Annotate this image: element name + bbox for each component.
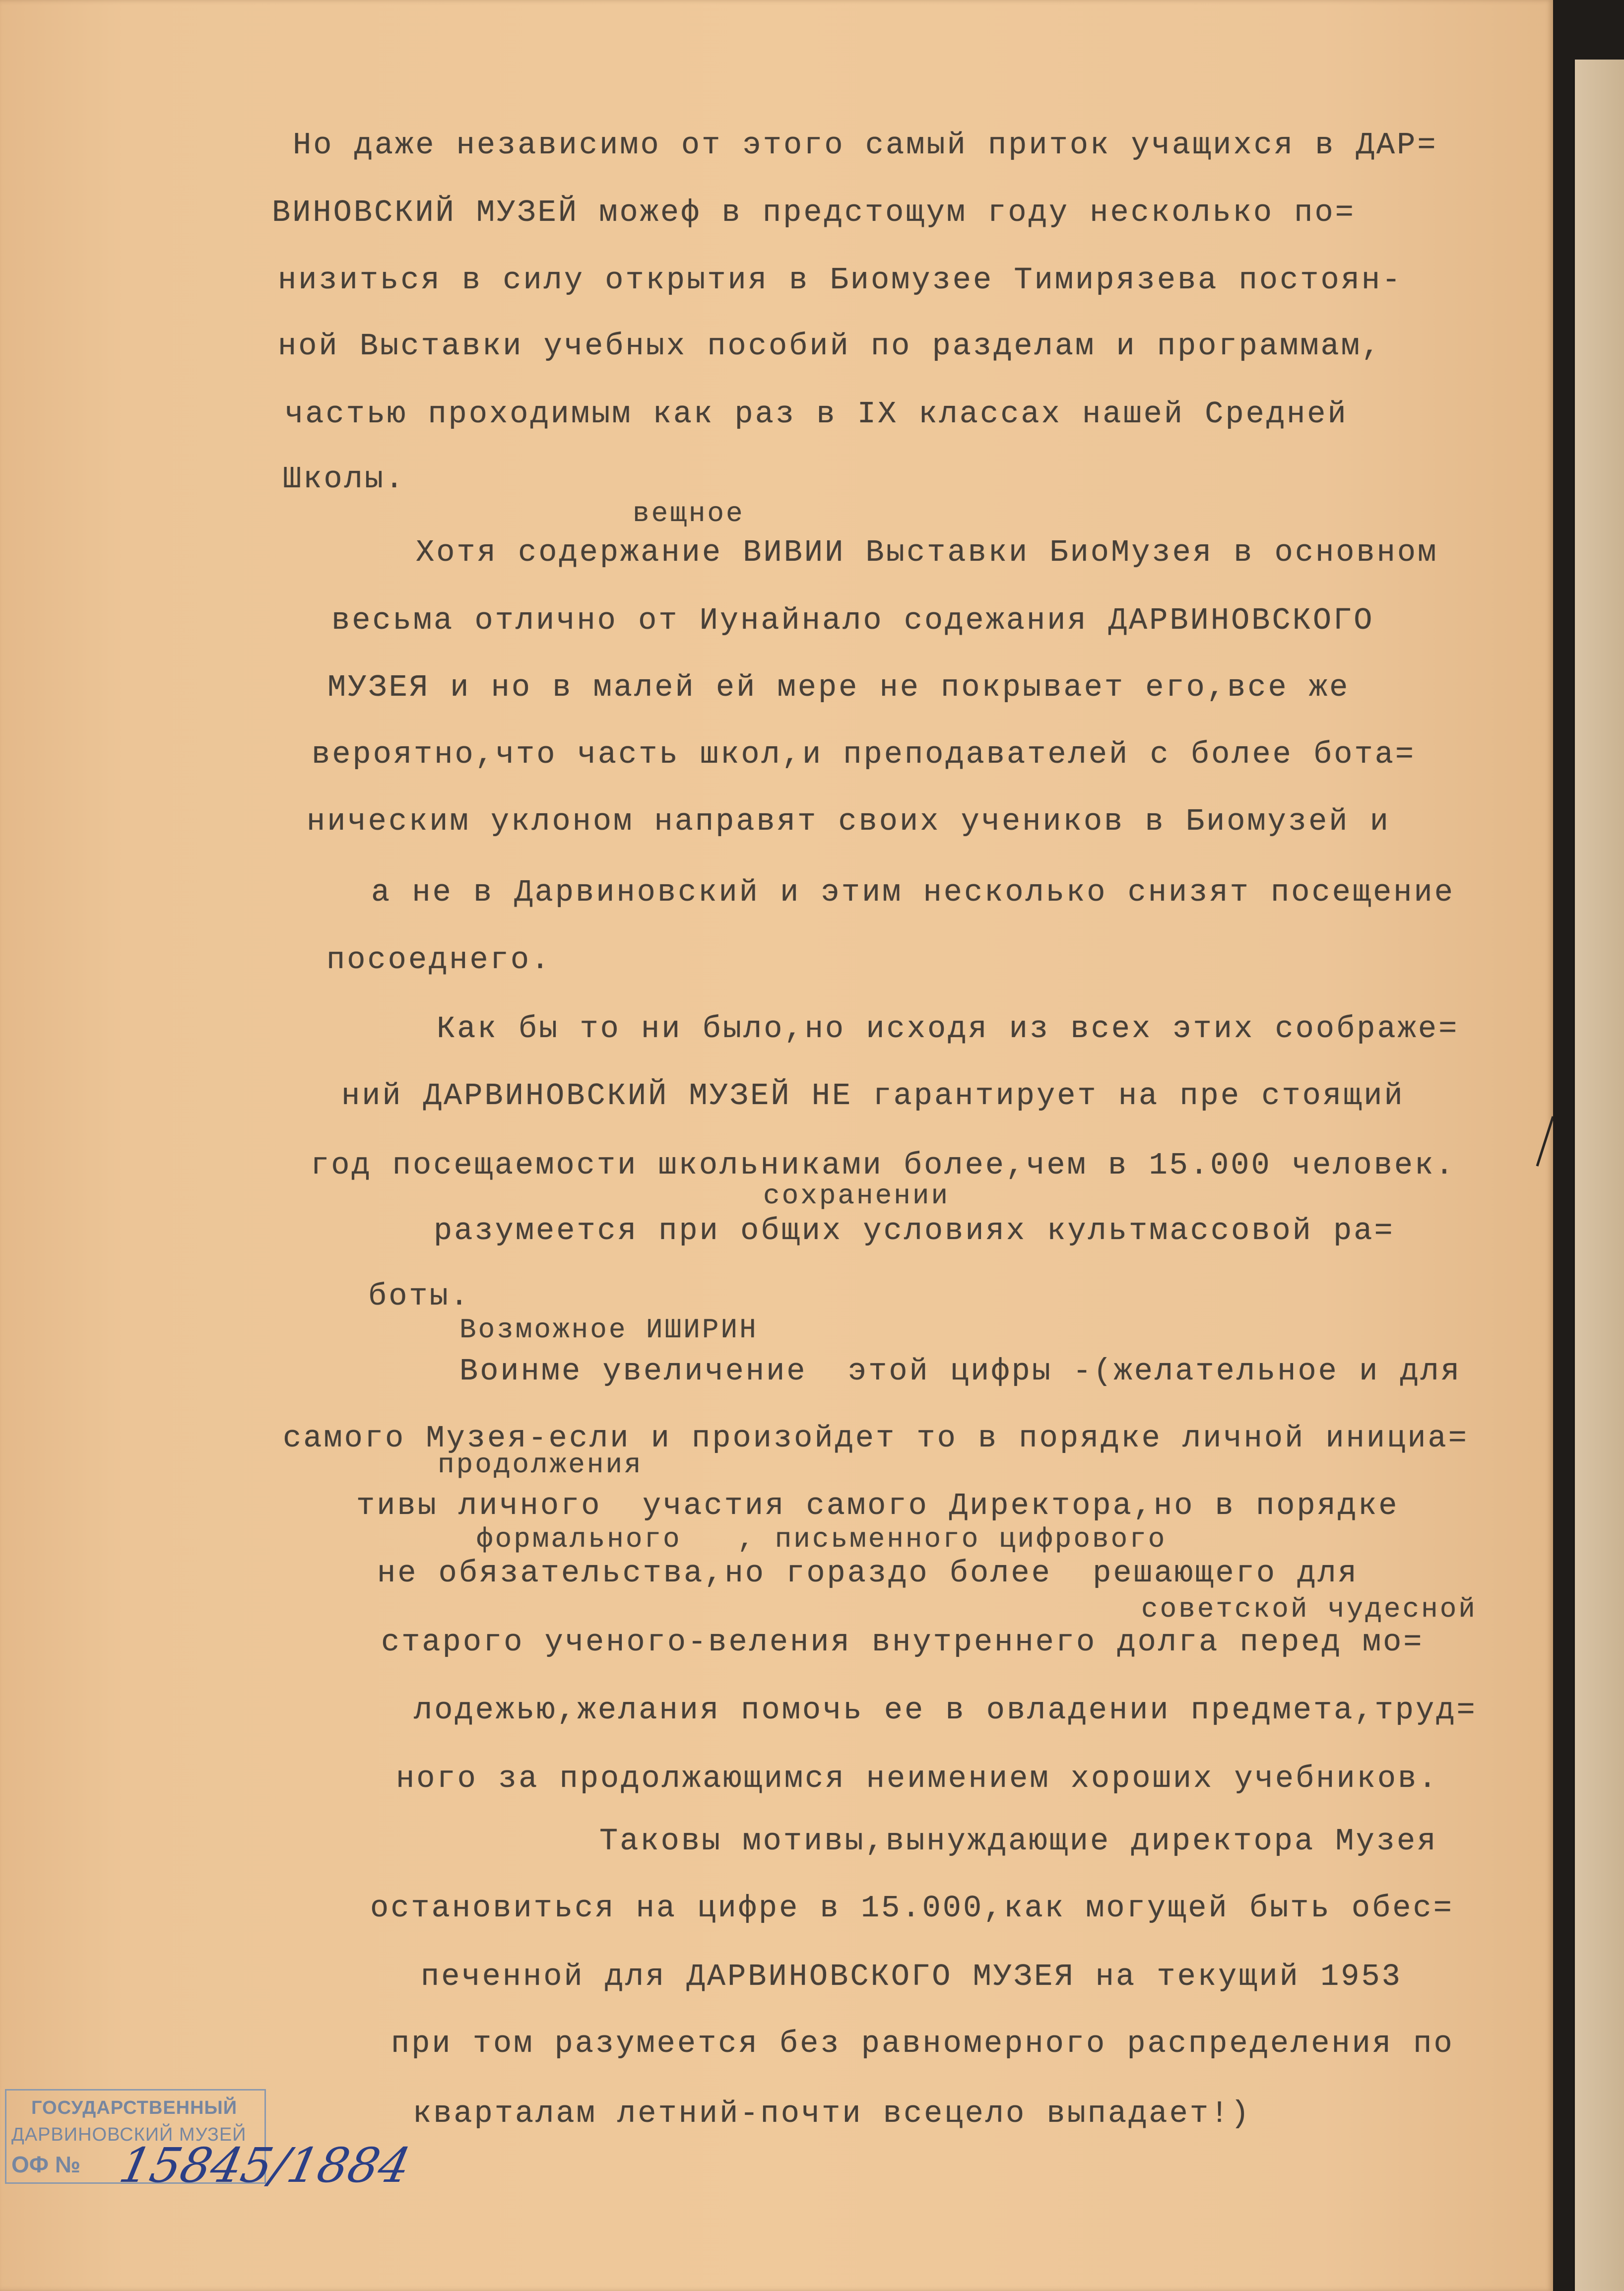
inserted-word: формального , письменного цифрового xyxy=(476,1523,1167,1555)
text-line: ВИНОВСКИЙ МУЗЕЙ можеф в предстощум году несколько по= xyxy=(272,195,1356,230)
text-line: посоеднего. xyxy=(326,942,552,978)
text-line: Но даже независимо от этого самый приток учащихся в ДАР= xyxy=(293,128,1438,163)
text-line: ного за продолжающимся неимением хороших учебников. xyxy=(396,1761,1439,1796)
text-line: год посещаемости школьниками более,чем в 15.000 человек. xyxy=(311,1148,1456,1183)
text-line: старого ученого-веления внутреннего долга перед мо= xyxy=(381,1625,1424,1660)
text-line: Таковы мотивы,вынуждающие директора Музея xyxy=(599,1824,1438,1859)
inserted-word: Возможное ИШИРИН xyxy=(459,1314,758,1346)
inserted-word: советской чудесной xyxy=(1141,1593,1477,1625)
text-line: тивы личного участия самого Директора,но в порядке xyxy=(356,1488,1399,1523)
stamp-title: ГОСУДАРСТВЕННЫЙ xyxy=(31,2097,238,2118)
stamp-handwritten-number: 15845/1884 xyxy=(115,2138,415,2193)
text-line: МУЗЕЯ и но в малей ей мере не покрывает его,все же xyxy=(327,670,1350,705)
text-line: а не в Дарвиновский и этим несколько снизят посещение xyxy=(371,875,1455,910)
text-line: Школы. xyxy=(283,461,406,497)
text-line: частью проходимым как раз в IX классах нашей Средней xyxy=(285,396,1348,432)
archive-stamp xyxy=(5,2089,415,2193)
stamp-museum-name: ДАРВИНОВСКИЙ МУЗЕЙ xyxy=(11,2124,247,2145)
text-line: ной Выставки учебных пособий по разделам и программам, xyxy=(278,328,1382,364)
text-line: ническим уклоном направят своих учеников в Биомузей и xyxy=(307,804,1390,839)
text-line: низиться в силу открытия в Биомузее Тимирязева постоян- xyxy=(278,262,1403,298)
inserted-word: сохранении xyxy=(763,1180,950,1212)
text-line: остановиться на цифре в 15.000,как могущей быть обес= xyxy=(370,1891,1454,1926)
text-line: боты. xyxy=(368,1279,471,1314)
text-line: Хотя содержание ВИВИИ Выставки БиоМузея в основном xyxy=(416,535,1438,570)
inserted-word: вещное xyxy=(633,498,745,529)
text-line: самого Музея-если и произойдет то в порядке личной инициа= xyxy=(283,1421,1469,1456)
text-line: печенной для ДАРВИНОВСКОГО МУЗЕЯ на текущий 1953 xyxy=(421,1959,1402,1994)
inserted-word: продолжения xyxy=(438,1449,643,1481)
text-line: Как бы то ни было,но исходя из всех этих соображе= xyxy=(437,1011,1459,1047)
text-line: не обязательства,но гораздо более решающего для xyxy=(377,1556,1359,1591)
text-line: Воинме увеличение этой цифры -(желательное и для xyxy=(459,1354,1462,1389)
text-line: разумеется при общих условиях культмассовой ра= xyxy=(434,1213,1395,1248)
underlying-sheet-edge xyxy=(1573,60,1624,2291)
stamp-fund-label: ОФ № xyxy=(11,2152,81,2177)
text-line: ний ДАРВИНОВСКИЙ МУЗЕЙ НЕ гарантирует на пре стоящий xyxy=(341,1078,1405,1113)
text-line: вероятно,что часть школ,и преподавателей с более бота= xyxy=(312,737,1416,772)
text-line: лодежью,желания помочь ее в овладении предмета,труд= xyxy=(414,1693,1477,1728)
text-line: весьма отлично от Иунайнало содежания ДАРВИНОВСКОГО xyxy=(331,603,1374,638)
text-line: кварталам летний-почти всецело выпадает!) xyxy=(413,2096,1251,2131)
text-line: при том разумеется без равномерного распределения по xyxy=(391,2026,1454,2061)
